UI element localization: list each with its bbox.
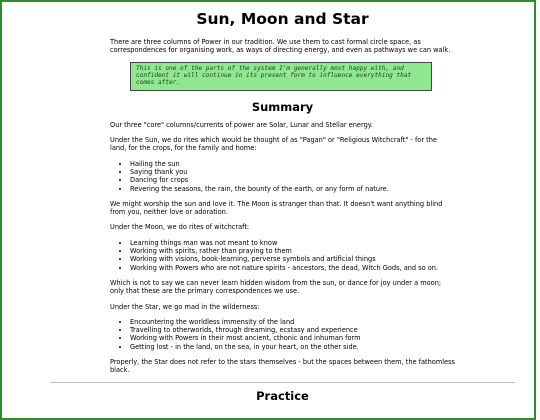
list-item: • Working with Powers in their most ancient, cthonic and inhuman form bbox=[130, 334, 455, 342]
star-intro: Under the Star, we go mad in the wilderness: bbox=[110, 302, 260, 311]
list-item: • Getting lost - in the land, on the sea, in your heart, on the other side. bbox=[130, 343, 455, 351]
intro-paragraph: There are three columns of Power in our tradition. We use them to cast formal circle space, as correspondences for organising work, as ways of directing energy, and even as pathways we can walk. bbox=[110, 38, 451, 55]
moon-after: Which is not to say we can never learn hidden wisdom from the sun, or dance for joy under a moon; only that these are the primary correspondences we use. bbox=[110, 278, 442, 296]
sun-after: We might worship the sun and love it. The Moon is stranger than that. It doesn't want anything blind from you, neither love or adoration. bbox=[110, 199, 443, 217]
author-note: This is one of the parts of the system I'm generally most happy with, and confident it will continue in its present form to influence everything that comes after. bbox=[130, 62, 432, 91]
list-item: • Revering the seasons, the rain, the bounty of the earth, or any form of nature. bbox=[130, 185, 455, 193]
page-title: Sun, Moon and Star bbox=[196, 10, 369, 28]
star-list bbox=[110, 318, 455, 351]
list-item: • Working with spirits, rather than praying to them bbox=[130, 247, 455, 255]
sun-list bbox=[110, 160, 455, 193]
star-after: Properly, the Star does not refer to the stars themselves - but the spaces between them, the fathomless black. bbox=[110, 358, 455, 375]
summary-heading: Summary bbox=[251, 99, 314, 114]
sun-intro: Under the Sun, we do rites which would be thought of as "Pagan" or "Religious Witchcraft" - for the land, for the crops, for the family and home: bbox=[110, 136, 437, 153]
list-item: • Dancing for crops bbox=[130, 176, 455, 184]
summary-paragraph: Our three "core" columns/currents of power are Solar, Lunar and Stellar energy. bbox=[110, 120, 373, 129]
section-divider bbox=[50, 382, 515, 383]
moon-intro: Under the Moon, we do rites of witchcraft: bbox=[110, 223, 250, 232]
article bbox=[110, 10, 455, 410]
list-item: • Working with visions, book-learning, perverse symbols and artificial things bbox=[130, 255, 455, 263]
list-item: • Learning things man was not meant to know bbox=[130, 239, 455, 247]
list-item: • Saying thank you bbox=[130, 168, 455, 176]
list-item: • Travelling to otherworlds, through dreaming, ecstasy and experience bbox=[130, 326, 455, 334]
practice-heading: Practice bbox=[256, 388, 309, 403]
moon-list bbox=[110, 239, 455, 272]
list-item: • Encountering the worldless immensity of the land bbox=[130, 318, 455, 326]
list-item: • Working with Powers who are not nature spirits - ancestors, the dead, Witch Gods, and so on. bbox=[130, 264, 455, 272]
list-item: • Hailing the sun bbox=[130, 160, 455, 168]
